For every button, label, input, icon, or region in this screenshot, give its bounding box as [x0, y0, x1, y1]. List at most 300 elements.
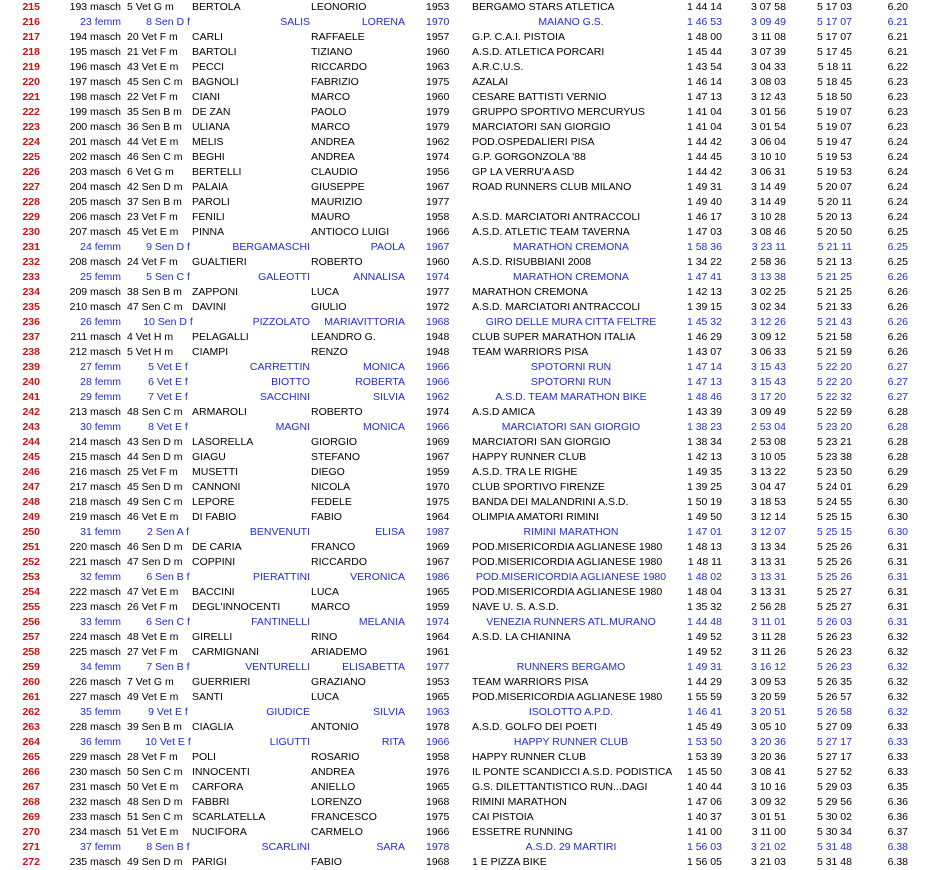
club-cell: RIMINI MARATHON [472, 796, 567, 808]
table-row [0, 585, 928, 600]
category-position-cell: 232 masch [69, 796, 121, 808]
category-position-cell: 219 masch [69, 511, 121, 523]
category-position-cell: 33 femm [80, 616, 121, 628]
first-name-cell: FABIO [311, 856, 342, 868]
club-cell: A.S.D. TEAM MARATHON BIKE [495, 391, 647, 403]
split-time-2-cell: 2 56 28 [750, 601, 786, 613]
birth-year-cell: 1956 [426, 166, 450, 178]
birth-year-cell: 1953 [426, 1, 450, 13]
position-cell: 229 [22, 211, 40, 223]
category-cell: 49 Sen C m [127, 496, 183, 508]
split-time-2-cell: 3 04 47 [750, 481, 786, 493]
position-cell: 248 [22, 496, 40, 508]
split-time-2-cell: 3 12 07 [750, 526, 786, 538]
first-name-cell: RINO [311, 631, 338, 643]
category-cell: 6 Vet E f [148, 376, 188, 388]
birth-year-cell: 1957 [426, 31, 450, 43]
category-cell: 8 Vet E f [148, 421, 188, 433]
first-name-cell: MONICA [363, 361, 405, 373]
position-cell: 240 [22, 376, 40, 388]
finish-time-cell: 5 22 32 [816, 391, 852, 403]
split-time-2-cell: 3 14 49 [750, 181, 786, 193]
first-name-cell: ROBERTA [355, 376, 405, 388]
surname-cell: PAROLI [192, 196, 230, 208]
split-time-1-cell: 1 48 46 [686, 391, 722, 403]
pace-cell: 6.24 [887, 136, 908, 148]
surname-cell: BERGAMASCHI [232, 241, 310, 253]
category-cell: 7 Vet E f [148, 391, 188, 403]
category-position-cell: 214 masch [69, 436, 121, 448]
category-position-cell: 235 masch [69, 856, 121, 868]
first-name-cell: ANNALISA [353, 271, 405, 283]
pace-cell: 6.28 [887, 421, 908, 433]
first-name-cell: RENZO [311, 346, 348, 358]
table-row [0, 330, 928, 345]
category-position-cell: 37 femm [80, 841, 121, 853]
position-cell: 244 [22, 436, 40, 448]
position-cell: 267 [22, 781, 40, 793]
category-cell: 44 Sen D m [127, 451, 183, 463]
birth-year-cell: 1967 [426, 556, 450, 568]
surname-cell: BIOTTO [271, 376, 310, 388]
birth-year-cell: 1959 [426, 601, 450, 613]
first-name-cell: ANIELLO [311, 781, 356, 793]
club-cell: MARATHON CREMONA [513, 271, 629, 283]
birth-year-cell: 1968 [426, 316, 450, 328]
category-position-cell: 196 masch [69, 61, 121, 73]
category-cell: 8 Sen B f [146, 841, 190, 853]
first-name-cell: MONICA [363, 421, 405, 433]
table-row [0, 765, 928, 780]
position-cell: 241 [22, 391, 40, 403]
surname-cell: CIANI [192, 91, 221, 103]
category-cell: 8 Sen D f [146, 16, 190, 28]
finish-time-cell: 5 31 48 [816, 841, 852, 853]
club-cell: G.P. C.A.I. PISTOIA [472, 31, 565, 43]
pace-cell: 6.37 [887, 826, 908, 838]
table-row [0, 555, 928, 570]
split-time-1-cell: 1 56 05 [686, 856, 722, 868]
first-name-cell: ROSARIO [311, 751, 360, 763]
birth-year-cell: 1966 [426, 376, 450, 388]
finish-time-cell: 5 27 52 [816, 766, 852, 778]
split-time-1-cell: 1 44 45 [686, 151, 722, 163]
surname-cell: BERTOLA [192, 1, 241, 13]
split-time-2-cell: 3 13 34 [750, 541, 786, 553]
split-time-1-cell: 1 55 59 [686, 691, 722, 703]
surname-cell: DEGL'INNOCENTI [192, 601, 281, 613]
category-position-cell: 209 masch [69, 286, 121, 298]
position-cell: 238 [22, 346, 40, 358]
split-time-2-cell: 3 09 49 [750, 406, 786, 418]
birth-year-cell: 1968 [426, 796, 450, 808]
birth-year-cell: 1960 [426, 91, 450, 103]
position-cell: 225 [22, 151, 40, 163]
club-cell: G.P. GORGONZOLA '88 [472, 151, 586, 163]
category-position-cell: 224 masch [69, 631, 121, 643]
category-position-cell: 230 masch [69, 766, 121, 778]
split-time-1-cell: 1 45 44 [686, 46, 722, 58]
split-time-1-cell: 1 48 00 [686, 31, 722, 43]
birth-year-cell: 1958 [426, 751, 450, 763]
category-position-cell: 198 masch [69, 91, 121, 103]
position-cell: 219 [22, 61, 40, 73]
category-position-cell: 211 masch [70, 331, 121, 343]
birth-year-cell: 1962 [426, 136, 450, 148]
table-row [0, 735, 928, 750]
birth-year-cell: 1974 [426, 616, 450, 628]
first-name-cell: FABRIZIO [311, 76, 359, 88]
split-time-1-cell: 1 40 37 [686, 811, 722, 823]
surname-cell: GIRELLI [192, 631, 233, 643]
first-name-cell: FRANCO [311, 541, 356, 553]
finish-time-cell: 5 20 13 [816, 211, 852, 223]
split-time-1-cell: 1 49 52 [686, 646, 722, 658]
split-time-1-cell: 1 47 01 [686, 526, 722, 538]
club-cell: ESSETRE RUNNING [472, 826, 573, 838]
category-position-cell: 204 masch [69, 181, 121, 193]
finish-time-cell: 5 25 26 [816, 556, 852, 568]
finish-time-cell: 5 21 25 [816, 271, 852, 283]
category-cell: 48 Vet E m [127, 631, 179, 643]
split-time-1-cell: 1 47 03 [686, 226, 722, 238]
birth-year-cell: 1977 [426, 286, 450, 298]
position-cell: 262 [22, 706, 40, 718]
finish-time-cell: 5 25 26 [816, 541, 852, 553]
category-position-cell: 26 femm [80, 316, 121, 328]
split-time-2-cell: 3 06 33 [750, 346, 786, 358]
pace-cell: 6.26 [887, 271, 908, 283]
surname-cell: INNOCENTI [192, 766, 250, 778]
first-name-cell: LORENZO [311, 796, 362, 808]
split-time-2-cell: 3 08 41 [750, 766, 786, 778]
category-position-cell: 193 masch [69, 1, 121, 13]
birth-year-cell: 1958 [426, 211, 450, 223]
table-row [0, 75, 928, 90]
split-time-2-cell: 3 11 00 [751, 826, 786, 838]
category-position-cell: 32 femm [80, 571, 121, 583]
finish-time-cell: 5 25 15 [816, 511, 852, 523]
finish-time-cell: 5 21 25 [816, 286, 852, 298]
club-cell: A.S.D. ATLETICA PORCARI [472, 46, 605, 58]
surname-cell: NUCIFORA [192, 826, 247, 838]
birth-year-cell: 1948 [426, 346, 450, 358]
position-cell: 220 [22, 76, 40, 88]
split-time-2-cell: 3 17 20 [750, 391, 786, 403]
club-cell: RUNNERS BERGAMO [516, 661, 626, 673]
first-name-cell: RICCARDO [311, 556, 368, 568]
surname-cell: PINNA [192, 226, 225, 238]
category-cell: 49 Vet E m [127, 691, 179, 703]
position-cell: 258 [22, 646, 40, 658]
pace-cell: 6.36 [887, 796, 908, 808]
category-cell: 7 Vet G m [127, 676, 174, 688]
surname-cell: DAVINI [192, 301, 227, 313]
split-time-2-cell: 3 04 33 [750, 61, 786, 73]
category-position-cell: 220 masch [69, 541, 121, 553]
split-time-2-cell: 3 10 16 [750, 781, 786, 793]
table-row [0, 720, 928, 735]
position-cell: 233 [22, 271, 40, 283]
split-time-1-cell: 1 35 32 [686, 601, 722, 613]
surname-cell: SANTI [192, 691, 223, 703]
position-cell: 259 [22, 661, 40, 673]
birth-year-cell: 1986 [426, 571, 450, 583]
pace-cell: 6.25 [887, 241, 908, 253]
split-time-2-cell: 3 10 28 [750, 211, 786, 223]
pace-cell: 6.23 [887, 121, 908, 133]
category-cell: 5 Vet E f [148, 361, 188, 373]
position-cell: 243 [22, 421, 40, 433]
position-cell: 231 [22, 241, 40, 253]
club-cell: MARATHON CREMONA [513, 241, 629, 253]
surname-cell: GUALTIERI [192, 256, 247, 268]
club-cell: MARCIATORI SAN GIORGIO [472, 121, 611, 133]
category-cell: 48 Sen D m [127, 796, 183, 808]
split-time-2-cell: 3 09 49 [750, 16, 786, 28]
category-position-cell: 222 masch [69, 586, 121, 598]
finish-time-cell: 5 25 15 [816, 526, 852, 538]
split-time-1-cell: 1 48 13 [686, 541, 722, 553]
first-name-cell: SILVIA [373, 391, 405, 403]
table-row [0, 600, 928, 615]
pace-cell: 6.31 [887, 541, 908, 553]
category-position-cell: 202 masch [69, 151, 121, 163]
table-row [0, 270, 928, 285]
first-name-cell: ANDREA [311, 136, 355, 148]
finish-time-cell: 5 27 17 [816, 736, 852, 748]
category-cell: 6 Vet G m [127, 166, 174, 178]
position-cell: 252 [22, 556, 40, 568]
first-name-cell: ELISABETTA [342, 661, 405, 673]
first-name-cell: DIEGO [311, 466, 345, 478]
first-name-cell: GIULIO [311, 301, 347, 313]
finish-time-cell: 5 23 20 [816, 421, 852, 433]
club-cell: POD.MISERICORDIA AGLIANESE 1980 [472, 556, 663, 568]
surname-cell: GIAGU [192, 451, 226, 463]
surname-cell: MUSETTI [192, 466, 239, 478]
club-cell: HAPPY RUNNER CLUB [472, 751, 587, 763]
category-cell: 45 Sen C m [127, 76, 183, 88]
club-cell: G.S. DILETTANTISTICO RUN...DAGI [472, 781, 648, 793]
category-position-cell: 213 masch [69, 406, 121, 418]
club-cell: GIRO DELLE MURA CITTA FELTRE [485, 316, 657, 328]
birth-year-cell: 1948 [426, 331, 450, 343]
table-row [0, 780, 928, 795]
category-cell: 46 Sen C m [127, 151, 183, 163]
birth-year-cell: 1964 [426, 511, 450, 523]
club-cell: GRUPPO SPORTIVO MERCURYUS [472, 106, 645, 118]
finish-time-cell: 5 26 57 [816, 691, 852, 703]
split-time-1-cell: 1 46 41 [686, 706, 722, 718]
finish-time-cell: 5 21 58 [816, 331, 852, 343]
club-cell: TEAM WARRIORS PISA [472, 676, 589, 688]
position-cell: 271 [22, 841, 40, 853]
pace-cell: 6.26 [887, 316, 908, 328]
split-time-2-cell: 3 15 43 [750, 376, 786, 388]
split-time-1-cell: 1 47 41 [686, 271, 722, 283]
finish-time-cell: 5 30 34 [816, 826, 852, 838]
club-cell: A.S.D. MARCIATORI ANTRACCOLI [472, 301, 641, 313]
birth-year-cell: 1979 [426, 106, 450, 118]
table-row [0, 195, 928, 210]
finish-time-cell: 5 25 27 [816, 601, 852, 613]
split-time-1-cell: 1 47 13 [686, 91, 722, 103]
split-time-2-cell: 3 06 31 [750, 166, 786, 178]
position-cell: 222 [22, 106, 40, 118]
split-time-2-cell: 3 11 26 [751, 646, 786, 658]
category-position-cell: 229 masch [69, 751, 121, 763]
category-cell: 5 Vet H m [127, 346, 174, 358]
birth-year-cell: 1975 [426, 811, 450, 823]
split-time-2-cell: 3 11 08 [751, 31, 786, 43]
finish-time-cell: 5 22 59 [816, 406, 852, 418]
birth-year-cell: 1976 [426, 766, 450, 778]
pace-cell: 6.38 [887, 856, 908, 868]
first-name-cell: MAURO [311, 211, 351, 223]
category-position-cell: 27 femm [80, 361, 121, 373]
table-row [0, 435, 928, 450]
category-position-cell: 233 masch [69, 811, 121, 823]
birth-year-cell: 1987 [426, 526, 450, 538]
finish-time-cell: 5 23 21 [816, 436, 852, 448]
finish-time-cell: 5 22 20 [816, 361, 852, 373]
split-time-1-cell: 1 49 40 [686, 196, 722, 208]
table-row [0, 810, 928, 825]
pace-cell: 6.35 [887, 781, 908, 793]
first-name-cell: ROBERTO [311, 256, 363, 268]
position-cell: 245 [22, 451, 40, 463]
category-position-cell: 25 femm [80, 271, 121, 283]
table-row [0, 120, 928, 135]
surname-cell: CIAMPI [192, 346, 229, 358]
pace-cell: 6.30 [887, 511, 908, 523]
birth-year-cell: 1977 [426, 196, 450, 208]
position-cell: 249 [22, 511, 40, 523]
birth-year-cell: 1968 [426, 856, 450, 868]
category-cell: 27 Vet F m [127, 646, 178, 658]
split-time-2-cell: 3 09 32 [750, 796, 786, 808]
position-cell: 260 [22, 676, 40, 688]
finish-time-cell: 5 17 07 [816, 31, 852, 43]
split-time-1-cell: 1 44 14 [686, 1, 722, 13]
club-cell: A.S.D. GOLFO DEI POETI [472, 721, 597, 733]
category-cell: 9 Sen D f [146, 241, 190, 253]
category-position-cell: 223 masch [69, 601, 121, 613]
surname-cell: SCARLATELLA [192, 811, 266, 823]
split-time-2-cell: 3 02 25 [750, 286, 786, 298]
category-cell: 45 Vet E m [127, 226, 179, 238]
table-row [0, 15, 928, 30]
split-time-2-cell: 3 02 34 [750, 301, 786, 313]
position-cell: 239 [22, 361, 40, 373]
finish-time-cell: 5 20 11 [817, 196, 852, 208]
position-cell: 266 [22, 766, 40, 778]
pace-cell: 6.33 [887, 751, 908, 763]
surname-cell: SCARLINI [261, 841, 310, 853]
category-cell: 4 Vet H m [127, 331, 174, 343]
surname-cell: GALEOTTI [258, 271, 310, 283]
table-row [0, 750, 928, 765]
table-row [0, 675, 928, 690]
position-cell: 235 [22, 301, 40, 313]
table-row [0, 60, 928, 75]
category-position-cell: 200 masch [69, 121, 121, 133]
table-row [0, 45, 928, 60]
category-cell: 23 Vet F m [127, 211, 178, 223]
club-cell: MAIANO G.S. [538, 16, 604, 28]
position-cell: 242 [22, 406, 40, 418]
first-name-cell: PAOLO [311, 106, 347, 118]
split-time-1-cell: 1 44 42 [686, 136, 722, 148]
position-cell: 246 [22, 466, 40, 478]
category-cell: 28 Vet F m [127, 751, 178, 763]
finish-time-cell: 5 27 09 [816, 721, 852, 733]
table-row [0, 240, 928, 255]
position-cell: 253 [22, 571, 40, 583]
split-time-2-cell: 3 21 02 [750, 841, 786, 853]
first-name-cell: FEDELE [311, 496, 352, 508]
finish-time-cell: 5 17 07 [816, 16, 852, 28]
position-cell: 254 [22, 586, 40, 598]
table-row [0, 855, 928, 870]
position-cell: 263 [22, 721, 40, 733]
split-time-2-cell: 3 15 43 [750, 361, 786, 373]
pace-cell: 6.31 [887, 586, 908, 598]
category-position-cell: 227 masch [69, 691, 121, 703]
club-cell: AZALAI [472, 76, 509, 88]
category-cell: 47 Sen C m [127, 301, 183, 313]
split-time-1-cell: 1 47 14 [686, 361, 722, 373]
pace-cell: 6.28 [887, 406, 908, 418]
club-cell: POD.OSPEDALIERI PISA [472, 136, 595, 148]
category-cell: 43 Vet E m [127, 61, 179, 73]
table-row [0, 225, 928, 240]
split-time-1-cell: 1 42 13 [686, 286, 722, 298]
split-time-2-cell: 3 08 03 [750, 76, 786, 88]
surname-cell: LIGUTTI [269, 736, 310, 748]
split-time-2-cell: 3 08 46 [750, 226, 786, 238]
birth-year-cell: 1972 [426, 301, 450, 313]
pace-cell: 6.23 [887, 76, 908, 88]
birth-year-cell: 1966 [426, 826, 450, 838]
birth-year-cell: 1979 [426, 121, 450, 133]
birth-year-cell: 1975 [426, 76, 450, 88]
club-cell: VENEZIA RUNNERS ATL.MURANO [486, 616, 656, 628]
club-cell: A.S.D. 29 MARTIRI [525, 841, 617, 853]
split-time-2-cell: 3 10 05 [750, 451, 786, 463]
surname-cell: PALAIA [192, 181, 228, 193]
category-cell: 2 Sen A f [146, 526, 190, 538]
category-position-cell: 226 masch [69, 676, 121, 688]
pace-cell: 6.24 [887, 181, 908, 193]
split-time-2-cell: 3 16 12 [750, 661, 786, 673]
club-cell: SPOTORNI RUN [530, 376, 612, 388]
category-position-cell: 31 femm [80, 526, 121, 538]
split-time-1-cell: 1 44 48 [686, 616, 722, 628]
split-time-2-cell: 3 14 49 [750, 196, 786, 208]
split-time-1-cell: 1 34 22 [686, 256, 722, 268]
club-cell: A.S.D. LA CHIANINA [472, 631, 571, 643]
club-cell: SPOTORNI RUN [530, 361, 612, 373]
split-time-1-cell: 1 46 53 [686, 16, 722, 28]
birth-year-cell: 1967 [426, 451, 450, 463]
first-name-cell: PAOLA [370, 241, 405, 253]
pace-cell: 6.38 [887, 841, 908, 853]
split-time-2-cell: 3 20 36 [750, 751, 786, 763]
first-name-cell: MARCO [311, 91, 351, 103]
birth-year-cell: 1970 [426, 16, 450, 28]
